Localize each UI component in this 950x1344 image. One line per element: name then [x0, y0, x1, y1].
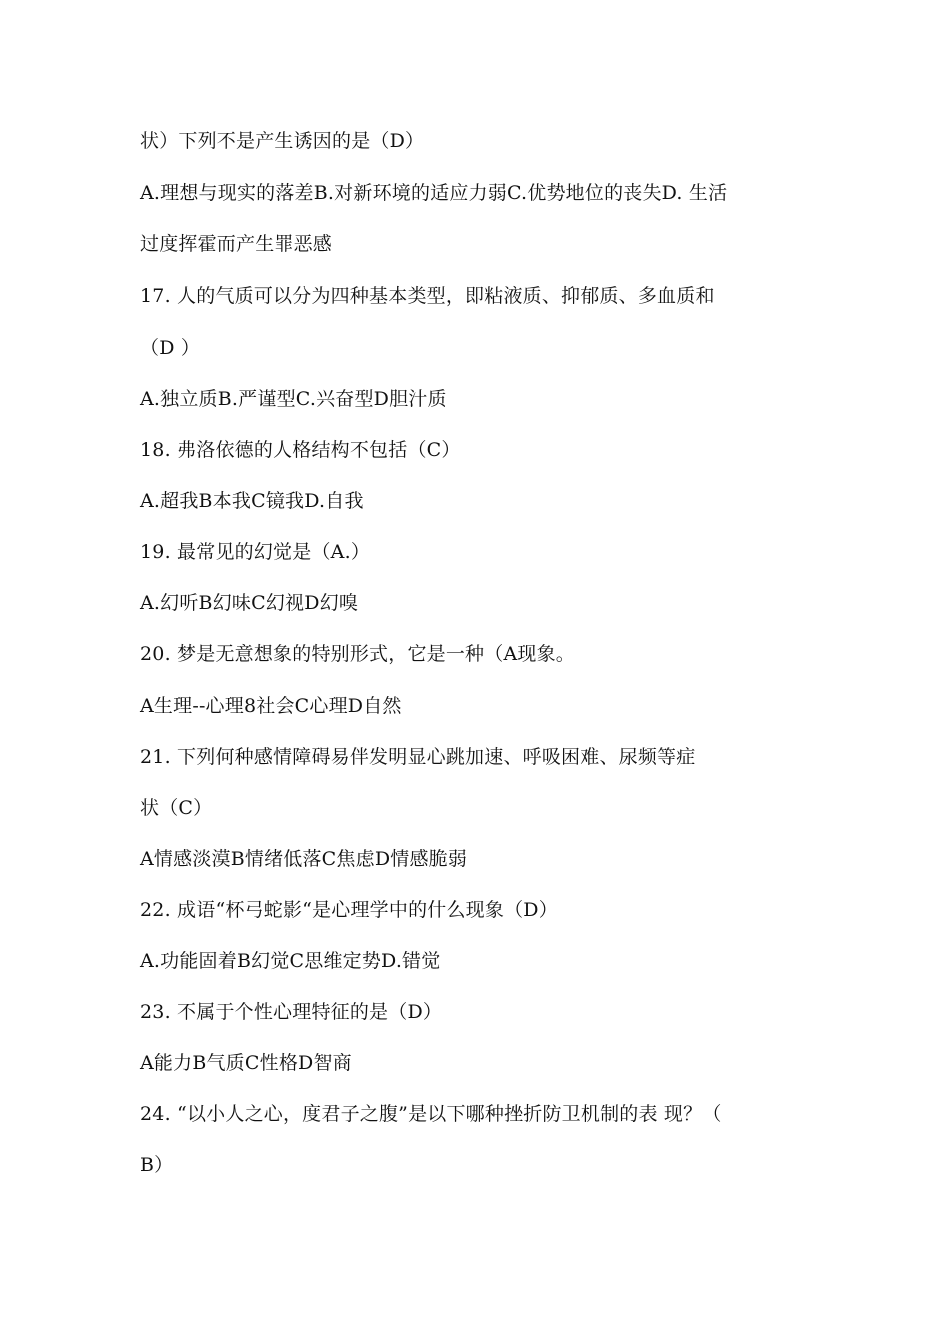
text-line: 过度挥霍而产生罪恶感 [140, 233, 333, 255]
options-18: A.超我B本我C镜我D.自我 [140, 490, 364, 512]
question-19: 19. 最常见的幻觉是（A.） [140, 541, 371, 563]
text-line: A.理想与现实的落差B.对新环境的适应力弱C.优势地位的丧失D. 生活 [140, 182, 728, 204]
options-23: A能力B气质C性格D智商 [140, 1052, 352, 1074]
options-17: A.独立质B.严谨型C.兴奋型D胆汁质 [140, 388, 447, 410]
text-line: （D ） [140, 337, 201, 359]
question-23: 23. 不属于个性心理特征的是（D） [140, 1001, 443, 1023]
text-line: B） [140, 1154, 174, 1176]
text-line: 状）下列不是产生诱因的是（D） [140, 130, 425, 152]
question-21: 21. 下列何种感情障碍易伴发明显心跳加速、呼吸困难、尿频等症 [140, 746, 696, 768]
text-line: 状（C） [140, 797, 213, 819]
question-24: 24. “以小人之心，度君子之腹”是以下哪种挫折防卫机制的表 现？（ [140, 1103, 722, 1125]
options-19: A.幻听B幻味C幻视D幻嗅 [140, 592, 359, 614]
question-18: 18. 弗洛依德的人格结构不包括（C） [140, 439, 461, 461]
question-20: 20. 梦是无意想象的特别形式，它是一种（A现象。 [140, 643, 575, 665]
options-22: A.功能固着B幻觉C思维定势D.错觉 [140, 950, 441, 972]
options-20: A生理--心理8社会C心理D自然 [140, 695, 402, 717]
question-17: 17. 人的气质可以分为四种基本类型，即粘液质、抑郁质、多血质和 [140, 285, 715, 307]
options-21: A情感淡漠B情绪低落C焦虑D情感脆弱 [140, 848, 468, 870]
question-22: 22. 成语“杯弓蛇影“是心理学中的什么现象（D） [140, 899, 558, 921]
